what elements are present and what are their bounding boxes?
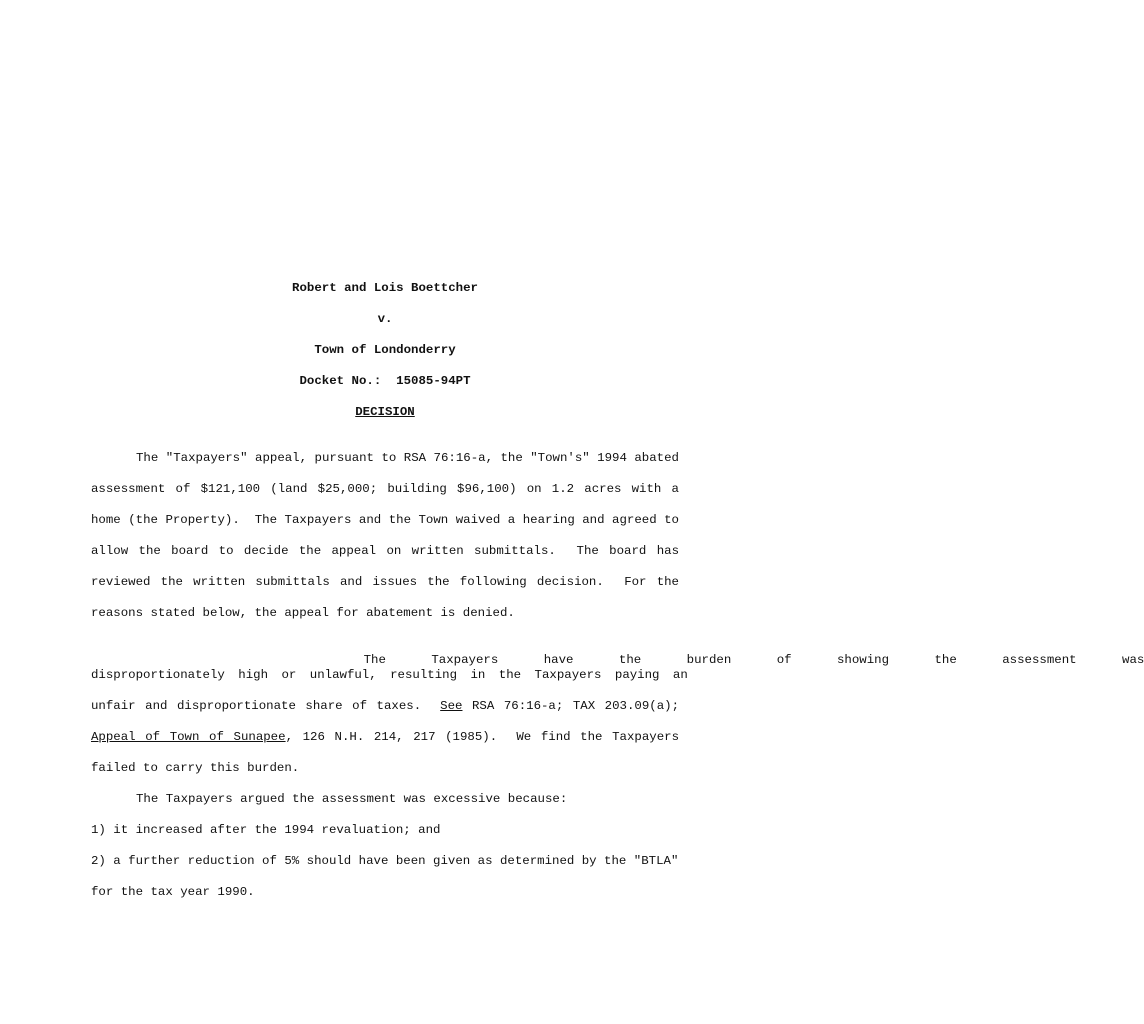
- list-item: 2) a further reduction of 5% should have been given as determined by the "BTLA": [91, 854, 679, 868]
- paragraph-line: disproportionately high or unlawful, resulting in the Taxpayers paying an: [91, 668, 688, 682]
- decision-heading: DECISION: [355, 405, 415, 419]
- paragraph-line: reviewed the written submittals and issues the following decision. For the: [91, 575, 679, 589]
- paragraph-line: failed to carry this burden.: [91, 761, 300, 775]
- decision-body: [91, 450, 1144, 915]
- caption-parties-2: Town of Londonderry: [314, 343, 456, 357]
- paragraph-line: reasons stated below, the appeal for abatement is denied.: [91, 606, 515, 620]
- paragraph-line: Appeal of Town of Sunapee, 126 N.H. 214, 217 (1985). We find the Taxpayers: [91, 730, 680, 744]
- citation-case-name: Appeal of Town of Sunapee: [91, 730, 286, 744]
- list-item: 1) it increased after the 1994 revaluation; and: [91, 823, 441, 837]
- paragraph-line: allow the board to decide the appeal on written submittals. The board has: [91, 544, 679, 558]
- caption-docket: Docket No.: 15085-94PT: [299, 374, 471, 388]
- paragraph-line: for the tax year 1990.: [91, 885, 255, 899]
- paragraph-line: The Taxpayers argued the assessment was excessive because:: [136, 792, 568, 806]
- citation-see: See: [440, 699, 463, 713]
- paragraph-line: home (the Property). The Taxpayers and the Town waived a hearing and agreed to: [91, 513, 679, 527]
- caption-parties-1: Robert and Lois Boettcher: [292, 281, 478, 295]
- caption-versus: v.: [377, 312, 393, 326]
- paragraph-line: The "Taxpayers" appeal, pursuant to RSA 76:16-a, the "Town's" 1994 abated: [136, 451, 679, 465]
- paragraph-line: assessment of $121,100 (land $25,000; building $96,100) on 1.2 acres with a: [91, 482, 679, 496]
- paragraph-line: The Taxpayers have the burden of showing the assessment was: [363, 653, 1144, 667]
- paragraph-line: unfair and disproportionate share of taxes. See RSA 76:16-a; TAX 203.09(a);: [91, 699, 679, 713]
